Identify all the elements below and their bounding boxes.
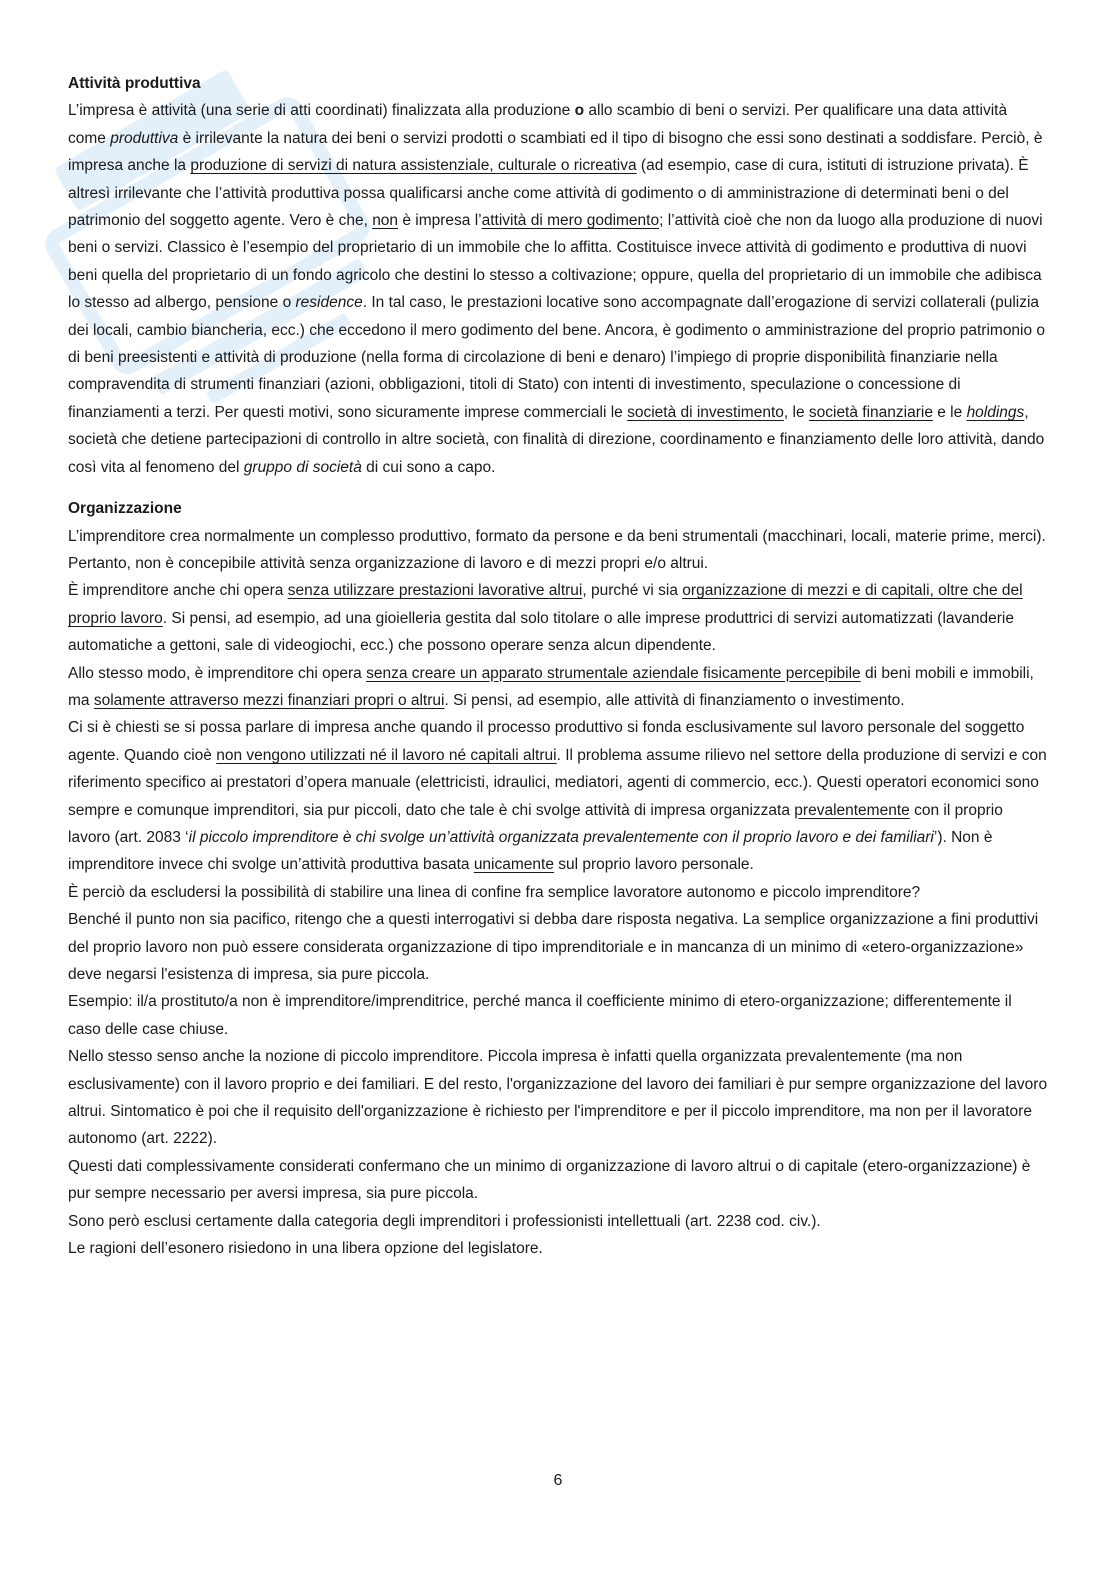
text-run: . Si pensi, ad esempio, alle attività di finanziamento o investimento. — [444, 691, 905, 709]
text-run: È imprenditore anche chi opera — [68, 582, 288, 600]
document-page — [68, 70, 1048, 1262]
text-run: Benché il punto non sia pacifico, ritengo che a questi interrogativi si debba dare risposta negativa. La semplice organizzazione a fini produttivi del proprio lavoro non può essere considerata organizzazione di tipo imprenditoriale e in mancanza di un minimo di «etero-organizzazione» deve negarsi l'esistenza di impresa, sia pure piccola. — [68, 911, 1039, 983]
text-run: . Si pensi, ad esempio, ad una gioielleria gestita dal solo titolare o alle imprese produttrici di servizi automatizzati (lavanderie automatiche a gettoni, sale di videogiochi, ecc.) che possono operare senza alcun dipendente. — [68, 609, 1014, 655]
text-run: , le — [783, 403, 809, 421]
text-run: (ad esempio, case di cura, istituti di istruzione privata). È altresì irrilevante che l’attività produttiva possa qualificarsi anche come attività di godimento o di amministrazione di determinati beni o del patrimonio del soggetto agente. Vero è che, — [68, 157, 1029, 230]
section-organizzazione — [68, 495, 1048, 1262]
text-run: ; l’attività cioè che non da luogo alla produzione di nuovi beni o servizi. Classico è l’esempio del proprietario di un immobile che lo affitta. Costituisce invece attività di godimento e produttiva di nuovi beni quella del proprietario di un fondo agricolo che destini lo stesso a coltivazione; oppure, quella del proprietario di un immobile che adibisca lo stesso ad albergo, pensione o — [68, 212, 1043, 312]
text-run: il piccolo imprenditore è chi svolge un’attività organizzata prevalentemente con il proprio lavoro e dei familiari — [188, 828, 934, 846]
text-run: Esempio: il/a prostituto/a non è imprenditore/imprenditrice, perché manca il coefficiente minimo di etero-organizzazione; differentemente il caso delle case chiuse. — [68, 993, 1012, 1038]
text-run: L’imprenditore crea normalmente un complesso produttivo, formato da persone e da beni strumentali (macchinari, locali, materie prime, merci). Pertanto, non è concepibile attività senza organizzazione di lavoro e di mezzi propri e/o altrui. — [68, 527, 1046, 572]
text-run: o — [574, 102, 585, 120]
text-run: È perciò da escludersi la possibilità di stabilire una linea di confine fra semplice lavoratore autonomo e piccolo imprenditore? — [68, 883, 921, 901]
text-run: L’impresa è attività (una serie di atti coordinati) finalizzata alla produzione — [68, 102, 575, 120]
paragraph — [68, 988, 1048, 1043]
paragraph — [68, 1043, 1048, 1153]
text-run: produzione di servizi di natura assistenziale, culturale o ricreativa — [190, 157, 637, 175]
text-run: . Il problema assume rilievo nel settore della produzione di servizi e con riferimento specifico ai prestatori d’opera manuale (elettricisti, idraulici, mediatori, agenti di commercio, ecc.). Questi operatori economici sono sempre e comunque imprenditori, sia pur piccoli, dato che tale è chi svolge attività di impresa organizzata — [68, 746, 1047, 819]
paragraph — [68, 523, 1048, 578]
paragraph — [68, 1208, 1048, 1235]
text-run: organizzazione di mezzi e di capitali, oltre che del proprio lavoro — [68, 582, 1023, 627]
paragraph — [68, 577, 1048, 659]
paragraph — [68, 714, 1048, 878]
text-run: unicamente — [473, 856, 554, 874]
text-run: Nello stesso senso anche la nozione di piccolo imprenditore. Piccola impresa è infatti quella organizzata prevalentemente (ma non esclusivamente) con il lavoro proprio e dei familiari. E del resto, l'organizzazione del lavoro dei familiari è pur sempre organizzazione del lavoro altrui. Sintomatico è poi che il requisito dell'organizzazione è richiesto per l'imprenditore e per il piccolo imprenditore, ma non per il lavoratore autonomo (art. 2222). — [68, 1048, 1048, 1148]
text-run: Sono però esclusi certamente dalla categoria degli imprenditori i professionisti intellettuali (art. 2238 cod. civ.). — [68, 1212, 821, 1230]
text-run: di cui sono a capo. — [361, 458, 496, 476]
paragraph — [68, 97, 1048, 481]
paragraph — [68, 1153, 1048, 1208]
text-run: e le — [932, 403, 967, 421]
text-run: Le ragioni dell’esonero risiedono in una libera opzione del legislatore. — [68, 1240, 543, 1258]
text-run: prevalentemente — [794, 801, 910, 819]
text-run: senza creare un apparato strumentale aziendale fisicamente percepibile — [366, 664, 861, 682]
text-run: . In tal caso, le prestazioni locative sono accompagnate dall’erogazione di servizi collaterali (pulizia dei locali, cambio biancheria, ecc.) che eccedono il mero godimento del bene. Ancora, è godimento o amministrazione del proprio patrimonio o di beni preesistenti e attività di produzione (nella forma di circolazione di beni e denaro) l’impiego di proprie disponibilità finanziarie nella compravendita di strumenti finanziari (azioni, obbligazioni, titoli di Stato) con intenti di investimento, speculazione o concessione di finanziamenti a terzi. Per questi motivi, sono sicuramente imprese commerciali le — [68, 294, 1046, 421]
section-heading: Attività produttiva — [68, 75, 201, 92]
text-run: di beni mobili e immobili, ma — [68, 664, 1034, 709]
section-heading: Organizzazione — [68, 500, 182, 518]
paragraph — [68, 906, 1048, 988]
text-run: Ci si è chiesti se si possa parlare di impresa anche quando il processo produttivo si fonda esclusivamente sul lavoro personale del soggetto agente. Quando cioè — [68, 719, 1025, 764]
text-run: società di investimento — [627, 403, 784, 421]
page-number: 6 — [553, 1472, 563, 1489]
section-body — [68, 523, 1048, 1263]
text-run: residence — [295, 294, 363, 312]
text-run: gruppo di società — [243, 458, 362, 476]
text-run: non vengono utilizzati né il lavoro né capitali altrui — [216, 746, 557, 764]
text-run: non — [372, 212, 399, 230]
text-run: Questi dati complessivamente considerati confermano che un minimo di organizzazione di lavoro altrui o di capitale (etero-organizzazione) è pur sempre necessario per aversi impresa, sia pure piccola. — [68, 1157, 1031, 1203]
text-run: sul proprio lavoro personale. — [553, 856, 754, 874]
section-body — [68, 97, 1048, 481]
text-run: allo scambio di beni o servizi. Per qualificare una data attività come — [68, 102, 1008, 147]
text-run: società finanziarie — [808, 403, 933, 421]
text-run: attività di mero godimento — [481, 212, 660, 230]
text-run: , società che detiene partecipazioni di controllo in altre società, con finalità di direzione, coordinamento e finanziamento delle loro attività, dando così vita al fenomeno del — [68, 403, 1045, 476]
text-run: holdings — [966, 403, 1025, 421]
text-run: produttiva — [110, 129, 179, 147]
text-run: , purché vi sia — [582, 582, 683, 600]
text-run: è impresa l’ — [398, 212, 482, 230]
section-attivita-produttiva — [68, 70, 1048, 481]
text-run: senza utilizzare prestazioni lavorative altrui — [287, 582, 583, 600]
paragraph — [68, 879, 1048, 906]
text-run: Allo stesso modo, è imprenditore chi opera — [68, 664, 367, 682]
paragraph — [68, 660, 1048, 715]
text-run: è irrilevante la natura dei beni o servizi prodotti o scambiati ed il tipo di bisogno che essi sono destinati a soddisfare. Perciò, è impresa anche la — [68, 129, 1043, 175]
text-run: solamente attraverso mezzi finanziari propri o altrui — [93, 691, 445, 709]
text-run: ’). Non è imprenditore invece chi svolge un’attività produttiva basata — [68, 828, 993, 874]
paragraph — [68, 1235, 1048, 1262]
text-run: con il proprio lavoro (art. 2083 ‘ — [68, 801, 1003, 846]
